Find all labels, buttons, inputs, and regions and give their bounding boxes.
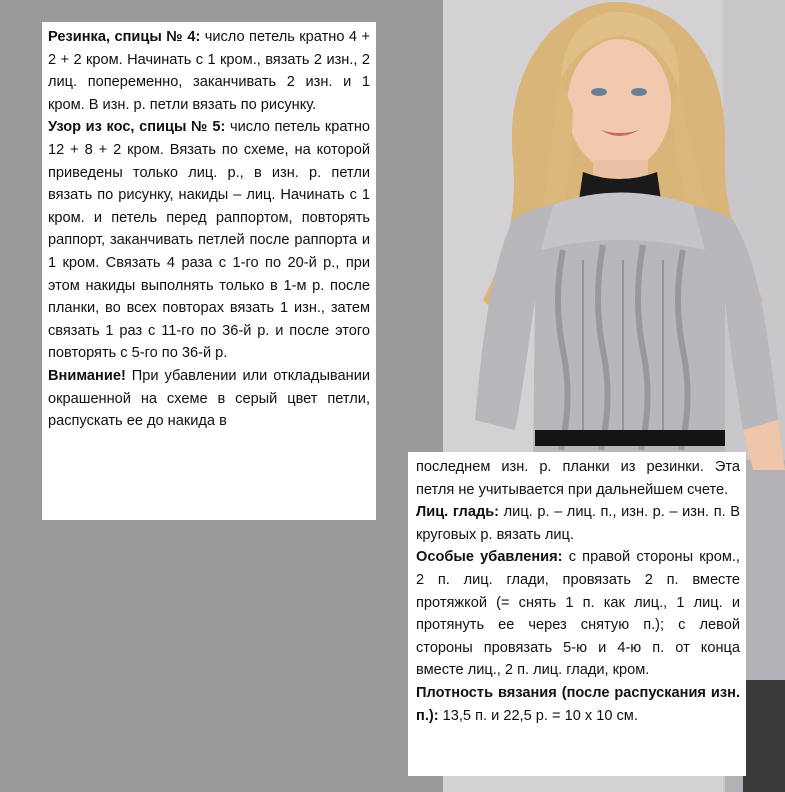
paragraph-heading: Особые убавления: bbox=[416, 549, 563, 566]
paragraph-text: При убавлении или откладывании окрашенной на схеме в серый цвет петли, распускать ее до накида в bbox=[48, 367, 370, 430]
paragraph-gauge bbox=[416, 682, 740, 727]
paragraph-heading: Плотность вязания (после распускания изн. п.): bbox=[416, 684, 740, 724]
left-text-block bbox=[42, 22, 376, 520]
paragraph-text: лиц. р. – лиц. п., изн. р. – изн. п. В круговых р. вязать лиц. bbox=[416, 504, 740, 543]
paragraph-text: с правой стороны кром., 2 п. лиц. глади, провязать 2 п. вместе протяжкой (= снять 1 п. как лиц., 1 лиц. и протянуть ее через снятую п.); с левой стороны провязать 5-ю и 4-ю п. от конца вместе лиц., 2 п. лиц. глади, кром. bbox=[416, 549, 740, 679]
paragraph-continuation bbox=[416, 456, 740, 501]
paragraph-heading: Резинка, спицы № 4: bbox=[48, 29, 201, 45]
paragraph-stockinette bbox=[416, 501, 740, 546]
paragraph-heading: Внимание! bbox=[48, 367, 126, 384]
paragraph-rib bbox=[48, 26, 370, 116]
paragraph-attention bbox=[48, 365, 370, 433]
paragraph-text: последнем изн. р. планки из резинки. Эта петля не учитывается при дальнейшем счете. bbox=[416, 459, 740, 498]
paragraph-text: число петель кратно 4 + 2 + 2 кром. Начинать с 1 кром., вязать 2 изн., 2 лиц. попеременно, заканчивать 2 изн. и 1 кром. В изн. р. петли вязать по рисунку. bbox=[48, 29, 370, 113]
paragraph-heading: Узор из кос, спицы № 5: bbox=[48, 119, 226, 136]
paragraph-heading: Лиц. гладь: bbox=[416, 504, 500, 521]
paragraph-cable bbox=[48, 116, 370, 365]
paragraph-decreases bbox=[416, 546, 740, 682]
right-text-block bbox=[408, 452, 746, 776]
paragraph-text: число петель кратно 12 + 8 + 2 кром. Вязать по схеме, на которой приведены только лиц. р., в изн. р. петли вязать по рисунку, накиды – лиц. Начинать с 1 кром. и петель перед раппортом, повторять раппорт, заканчивать петлей после раппорта и 1 кром. Связать 4 раза с 1-го по 20-й р., при этом накиды выполнять только в 1-м р. после планки, во всех повторах вязать 1 изн., затем связать 1 раз с 11-го по 36-й р. и после этого повторять с 5-го по 36-й р. bbox=[48, 119, 370, 362]
paragraph-text: 13,5 п. и 22,5 р. = 10 х 10 см. bbox=[438, 707, 638, 724]
